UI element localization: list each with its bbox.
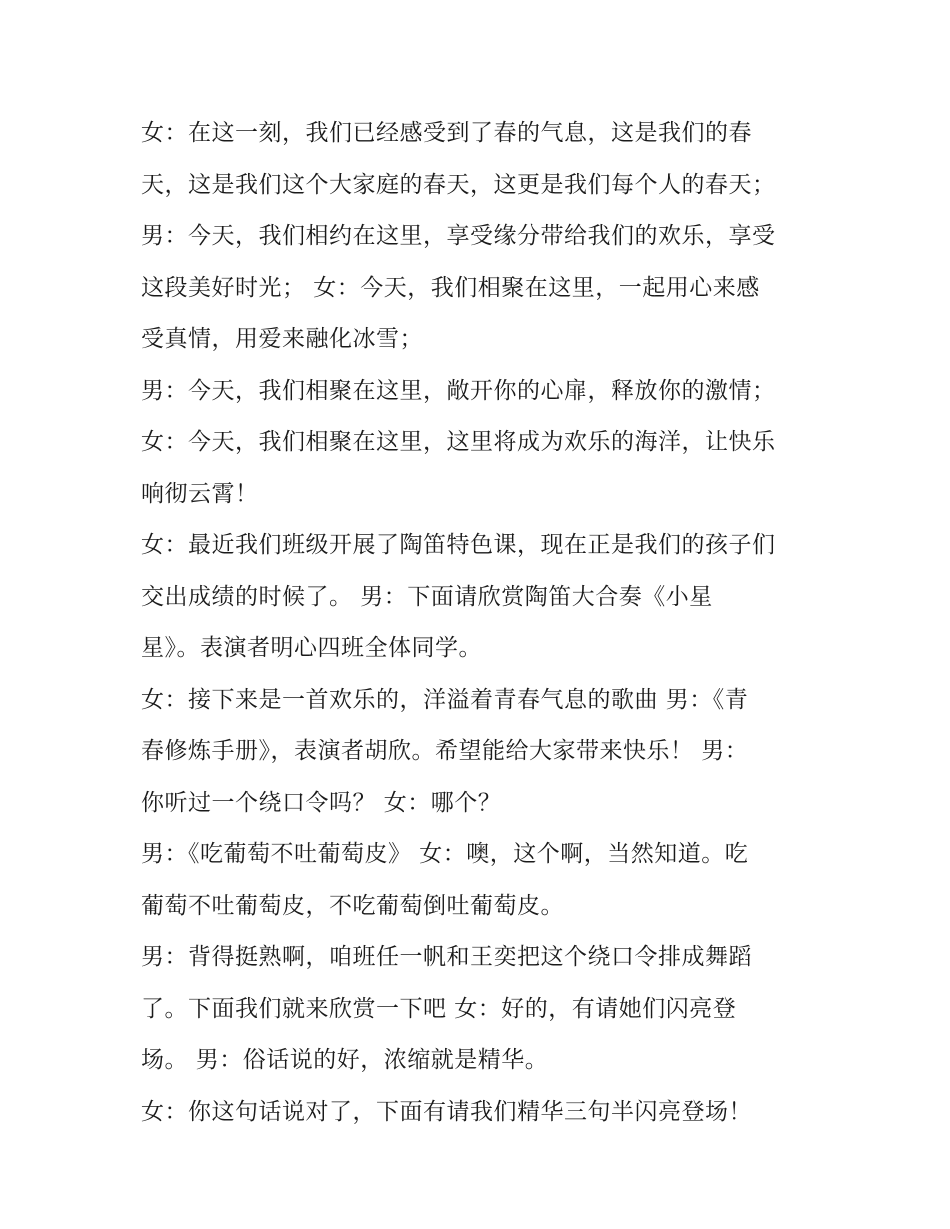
text-line: 这段美好时光； 女：今天，我们相聚在这里，一起用心来感 — [141, 274, 760, 301]
text-line: 女：最近我们班级开展了陶笛特色课，现在正是我们的孩子们 — [141, 532, 776, 558]
text-line: 天，这是我们这个大家庭的春天，这更是我们每个人的春天； — [141, 171, 776, 198]
text-line: 女：接下来是一首欢乐的，洋溢着青春气息的歌曲 男：《青 — [141, 686, 749, 713]
text-line: 星》。表演者明心四班全体同学。 — [141, 635, 482, 661]
text-line: 男：《吃葡萄不吐葡萄皮》 女：噢，这个啊，当然知道。吃 — [141, 841, 749, 867]
text-line: 交出成绩的时候了。 男：下面请欣赏陶笛大合奏《小星 — [141, 583, 713, 610]
text-line: 男：背得挺熟啊，咱班任一帆和王奕把这个绕口令排成舞蹈 — [141, 944, 752, 970]
text-line: 受真情，用爱来融化冰雪； — [141, 326, 423, 352]
text-line: 你听过一个绕口令吗？ 女：哪个？ — [141, 789, 502, 816]
text-line: 男：今天，我们相聚在这里，敞开你的心扉，释放你的激情； — [141, 377, 776, 404]
text-line: 女：在这一刻，我们已经感受到了春的气息，这是我们的春 — [141, 120, 752, 146]
text-line: 场。 男：俗话说的好，浓缩就是精华。 — [141, 1047, 549, 1073]
text-line: 响彻云霄！ — [141, 480, 259, 507]
script-text-block — [141, 108, 831, 1138]
text-line: 了。下面我们就来欣赏一下吧 女：好的，有请她们闪亮登 — [141, 995, 737, 1022]
text-line: 女：今天，我们相聚在这里，这里将成为欢乐的海洋，让快乐 — [141, 429, 776, 455]
text-line: 女：你这句话说对了，下面有请我们精华三句半闪亮登场！ — [141, 1098, 752, 1125]
text-line: 葡萄不吐葡萄皮，不吃葡萄倒吐葡萄皮。 — [141, 892, 564, 919]
text-line: 春修炼手册》，表演者胡欣。希望能给大家带来快乐！ 男： — [141, 738, 749, 764]
text-line: 男：今天，我们相约在这里，享受缘分带给我们的欢乐，享受 — [141, 223, 776, 249]
